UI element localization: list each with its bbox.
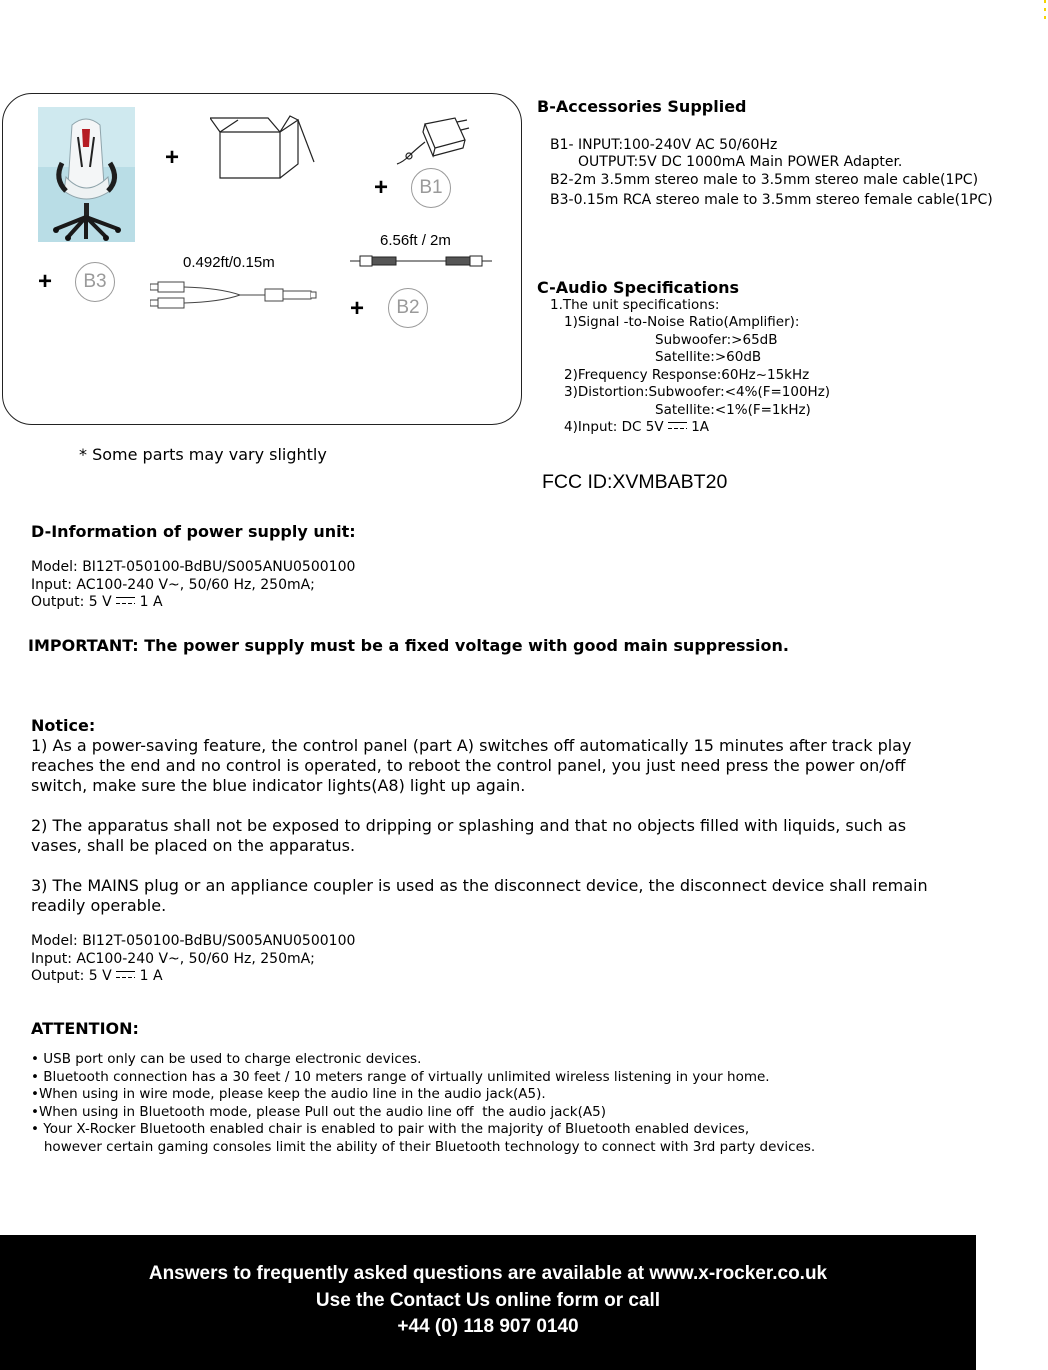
b3-length-label: 0.492ft/0.15m xyxy=(183,254,275,271)
dc-symbol-icon xyxy=(116,597,135,604)
power-output-suffix: 1 A xyxy=(139,594,163,610)
accessories-b2: B2-2m 3.5mm stereo male to 3.5mm stereo male cable(1PC) xyxy=(550,172,979,188)
notice-output-prefix: Output: 5 V xyxy=(31,968,112,984)
footer-contact-line: Use the Contact Us online form or call xyxy=(315,1289,661,1311)
dc-symbol-icon xyxy=(668,422,687,429)
notice-output xyxy=(31,967,163,985)
dc-symbol-icon xyxy=(116,971,135,978)
box-icon xyxy=(210,112,320,182)
power-output xyxy=(31,593,163,611)
gaming-chair-photo xyxy=(38,107,135,242)
notice-model: Model: BI12T-050100-BdBU/S005ANU0500100 xyxy=(31,933,356,949)
attention-item: • Bluetooth connection has a 30 feet / 10 meters range of virtually unlimited wireless listening in your home. xyxy=(31,1069,770,1085)
attention-item: •When using in Bluetooth mode, please Pull out the audio line off the audio jack(A5) xyxy=(31,1104,606,1120)
notice-output-suffix: 1 A xyxy=(139,968,163,984)
audio-snr-satellite: Satellite:>60dB xyxy=(655,349,762,365)
power-model: Model: BI12T-050100-BdBU/S005ANU0500100 xyxy=(31,559,356,575)
notice-p1-line2: reaches the end and no control is operated, to reboot the control panel, you just need press the power on/off xyxy=(31,756,906,775)
audio-snr-subwoofer: Subwoofer:>65dB xyxy=(655,332,778,348)
attention-item: • USB port only can be used to charge electronic devices. xyxy=(31,1051,422,1067)
accessories-title: B-Accessories Supplied xyxy=(537,97,747,116)
audio-input-prefix: 4)Input: DC 5V xyxy=(564,419,664,435)
attention-item: however certain gaming consoles limit the ability of their Bluetooth technology to connect with 3rd party devices. xyxy=(31,1139,816,1155)
power-input: Input: AC100-240 V~, 50/60 Hz, 250mA; xyxy=(31,577,315,593)
accessories-b3: B3-0.15m RCA stereo male to 3.5mm stereo female cable(1PC) xyxy=(550,192,993,208)
accessories-b1-output: OUTPUT:5V DC 1000mA Main POWER Adapter. xyxy=(578,154,903,170)
notice-input: Input: AC100-240 V~, 50/60 Hz, 250mA; xyxy=(31,951,315,967)
footer-banner xyxy=(0,1235,976,1370)
notice-p1-line1: 1) As a power-saving feature, the control panel (part A) switches off automatically 15 minutes after track play xyxy=(31,736,912,755)
parts-note: * Some parts may vary slightly xyxy=(79,445,327,464)
audio-distortion: 3)Distortion:Subwoofer:<4%(F=100Hz) xyxy=(564,384,831,400)
attention-title: ATTENTION: xyxy=(31,1019,139,1038)
important-note: IMPORTANT: The power supply must be a fixed voltage with good main suppression. xyxy=(28,636,789,655)
corner-mark xyxy=(1044,0,1046,22)
b2-badge: B2 xyxy=(388,288,428,328)
b2-length-label: 6.56ft / 2m xyxy=(380,232,451,249)
b1-badge: B1 xyxy=(411,168,451,208)
power-title: D-Information of power supply unit: xyxy=(31,522,356,541)
notice-p1-line3: switch, make sure the blue indicator lights(A8) light up again. xyxy=(31,776,526,795)
b3-badge: B3 xyxy=(75,262,115,302)
plus-sign: + xyxy=(350,295,365,322)
audio-snr: 1)Signal -to-Noise Ratio(Amplifier): xyxy=(564,314,800,330)
power-adapter-icon xyxy=(395,112,470,170)
plus-sign: + xyxy=(165,144,180,171)
attention-item: •When using in wire mode, please keep the audio line in the audio jack(A5). xyxy=(31,1086,546,1102)
footer-faq-line: Answers to frequently asked questions are available at www.x-rocker.co.uk xyxy=(148,1263,828,1284)
audio-input xyxy=(564,419,709,437)
footer-phone-line: +44 (0) 118 907 0140 xyxy=(397,1316,579,1337)
notice-p3-line1: 3) The MAINS plug or an appliance coupler is used as the disconnect device, the disconnect device shall remain xyxy=(31,876,928,895)
plus-sign: + xyxy=(374,174,389,201)
power-output-prefix: Output: 5 V xyxy=(31,594,112,610)
notice-p3-line2: readily operable. xyxy=(31,896,167,915)
audio-input-suffix: 1A xyxy=(691,419,710,435)
audio-frequency: 2)Frequency Response:60Hz~15kHz xyxy=(564,367,810,383)
accessories-b1-input: B1- INPUT:100-240V AC 50/60Hz xyxy=(550,137,778,153)
notice-p2-line1: 2) The apparatus shall not be exposed to dripping or splashing and that no objects filled with liquids, such as xyxy=(31,816,907,835)
audio-title: C-Audio Specifications xyxy=(537,278,739,297)
notice-title: Notice: xyxy=(31,716,96,735)
notice-p2-line2: vases, shall be placed on the apparatus. xyxy=(31,836,356,855)
audio-distortion-satellite: Satellite:<1%(F=1kHz) xyxy=(655,402,811,418)
fcc-id: FCC ID:XVMBABT20 xyxy=(542,471,728,493)
stereo-cable-icon xyxy=(350,252,492,270)
rca-cable-icon xyxy=(150,280,320,312)
attention-item: • Your X-Rocker Bluetooth enabled chair is enabled to pair with the majority of Bluetooth enabled devices, xyxy=(31,1121,750,1137)
audio-intro: 1.The unit specifications: xyxy=(550,297,720,313)
plus-sign: + xyxy=(38,268,53,295)
